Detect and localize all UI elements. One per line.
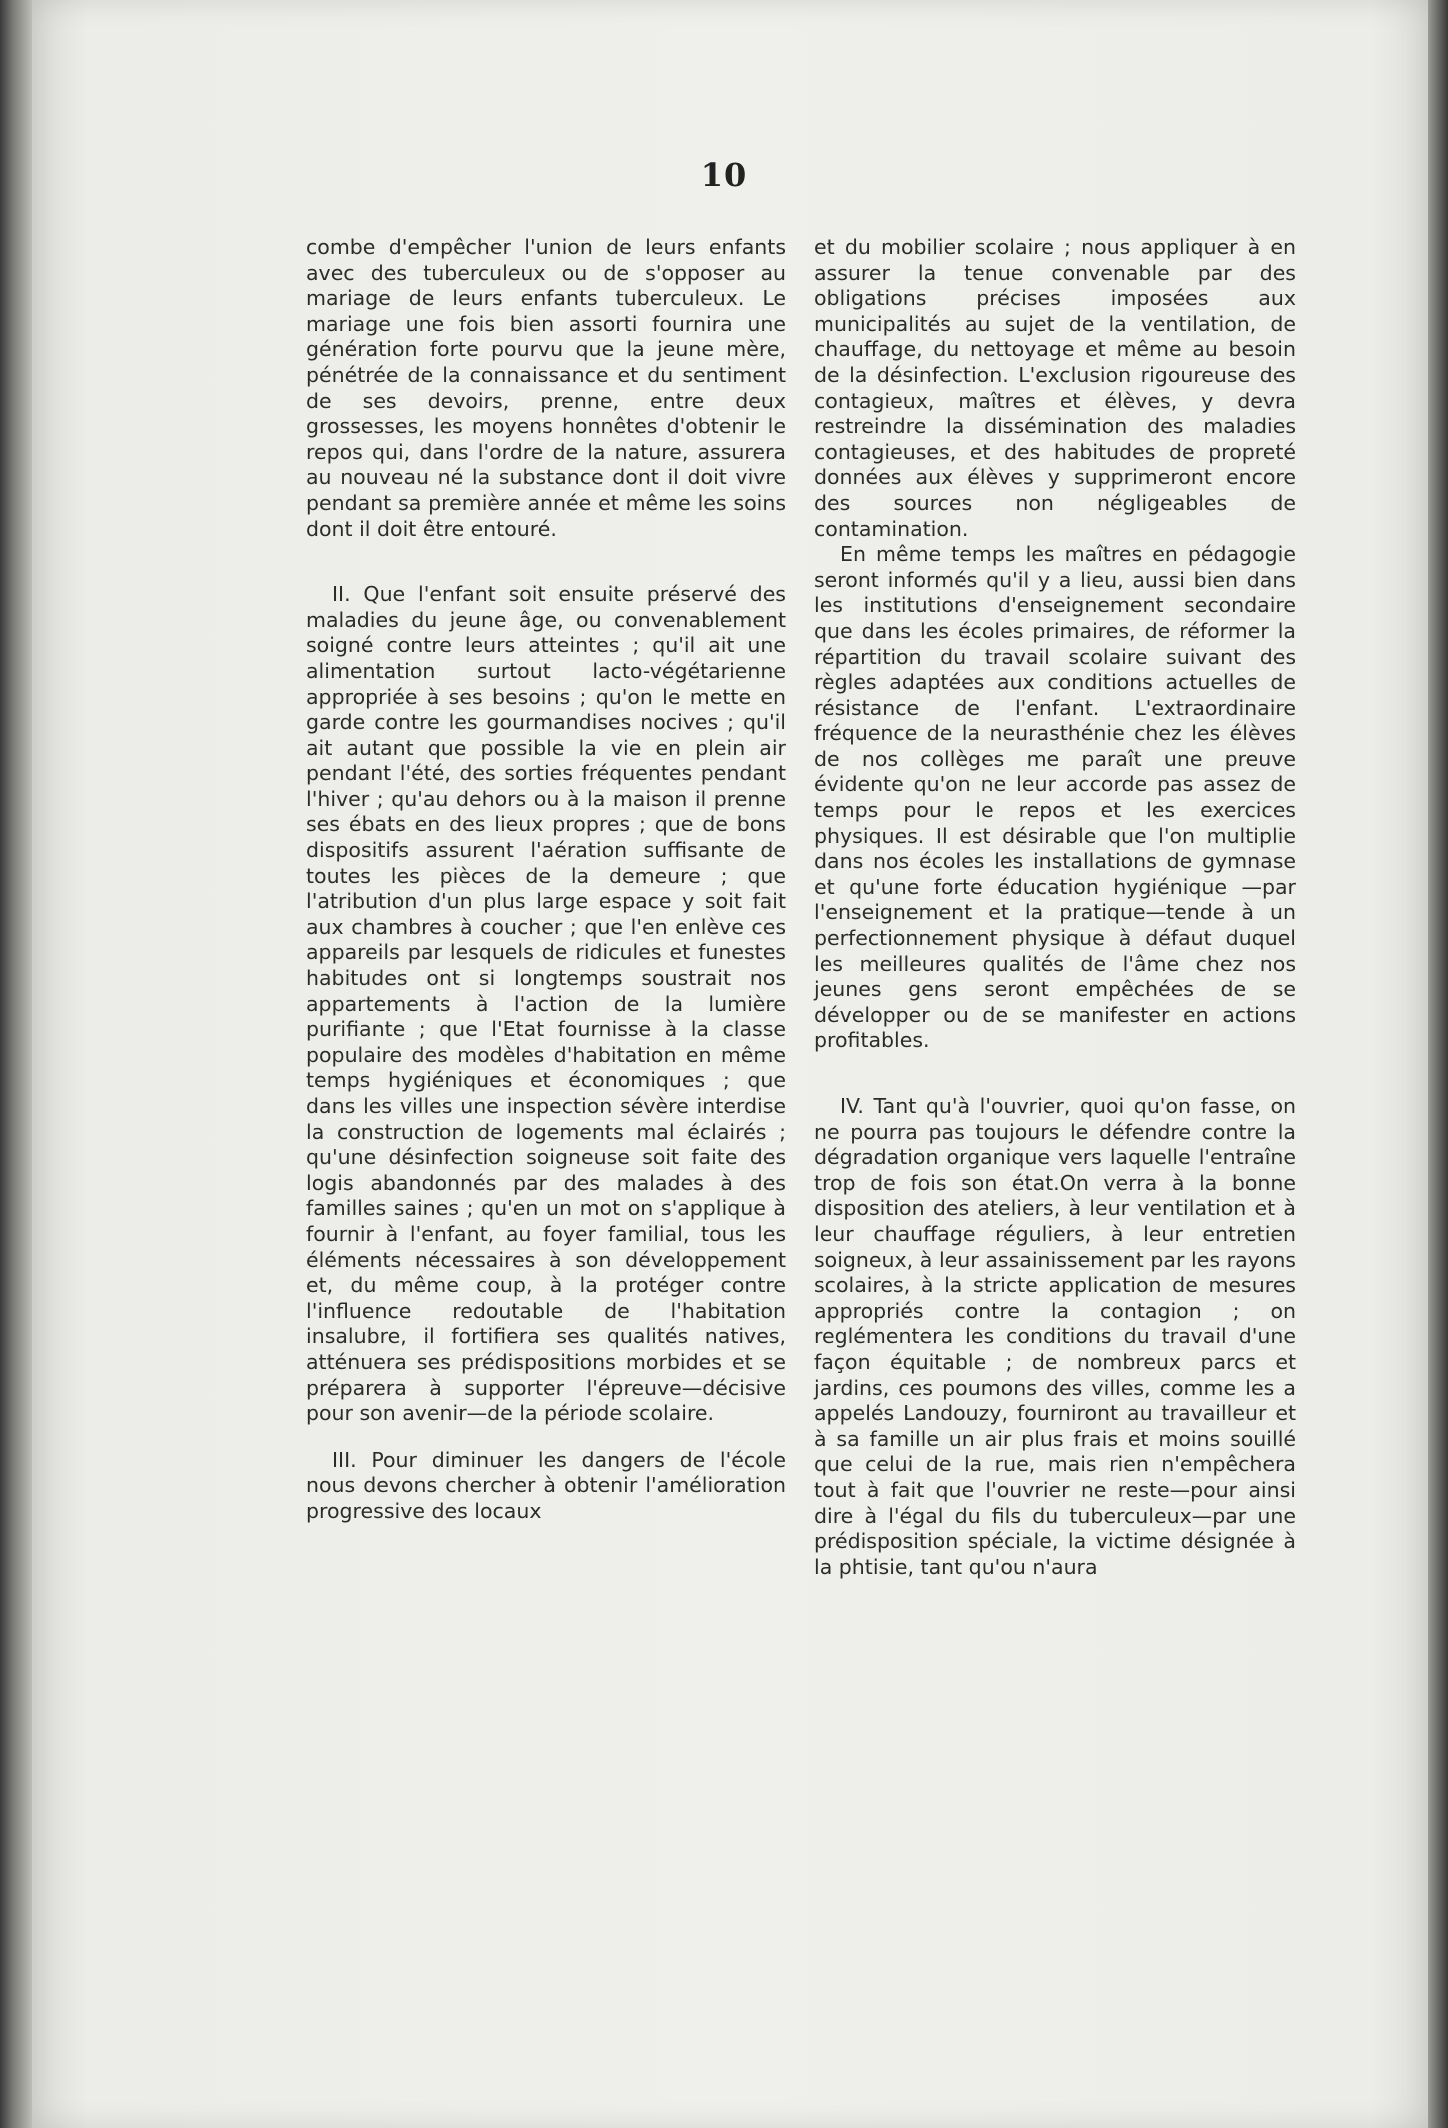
left-paragraph-1: combe d'empêcher l'union de leurs enfants avec des tuberculeux ou de s'opposer au mariage de leurs enfants tuberculeux. Le mariage une fois bien assorti fournira une génération forte pourvu que la jeune mère, pénétrée de la connaissance et du sentiment de ses devoirs, prenne, entre deux grossesses, les moyens honnêtes d'obtenir le repos qui, dans l'ordre de la nature, assurera au nouveau né la substance dont il doit vivre pendant sa première année et même les soins dont il doit être entouré. <box>306 235 786 541</box>
page-left-edge <box>0 0 32 2128</box>
left-column <box>306 235 786 1525</box>
right-paragraph-1: et du mobilier scolaire ; nous appliquer à en assurer la tenue convenable par des obligations précises imposées aux municipalités au sujet de la ventilation, de chauffage, du nettoyage et même au besoin de la désinfection. L'exclusion rigoureuse des contagieux, maîtres et élèves, y devra restreindre la dissémination des maladies contagieuses, et des habitudes de propreté données aux élèves y supprimeront encore des sources non négligeables de contamination. <box>814 235 1296 541</box>
left-paragraph-2-section-ii: II. Que l'enfant soit ensuite préservé des maladies du jeune âge, ou convenablement soigné contre leurs atteintes ; qu'il ait une alimentation surtout lacto-végétarienne appropriée à ses besoins ; qu'on le mette en garde contre les gourmandises nocives ; qu'il ait autant que possible la vie en plein air pendant l'été, des sorties fréquentes pendant l'hiver ; qu'au dehors ou à la maison il prenne ses ébats en des lieux propres ; que de bons dispositifs assurent l'aération suffisante de toutes les pièces de la demeure ; que l'atribution d'un plus large espace y soit fait aux chambres à coucher ; que l'en enlève ces appareils par lesquels de ridicules et funestes habitudes ont si longtemps soustrait nos appartements à l'action de la lumière purifiante ; que l'Etat fournisse à la classe populaire des modèles d'habitation en même temps hygiéniques et économiques ; que dans les villes une inspection sévère interdise la construction de logements mal éclairés ; qu'une désinfection soigneuse soit faite des logis abandonnés par des malades à des familles saines ; qu'en un mot on s'applique à fournir à l'enfant, au foyer familial, tous les éléments nécessaires à son développement et, du même coup, à la protéger contre l'influence redoutable de l'habitation insalubre, il fortifiera ses qualités natives, atténuera ses prédispositions morbides et se préparera à supporter l'épreuve—décisive pour son avenir—de la période scolaire. <box>306 582 786 1426</box>
page-right-edge <box>1428 0 1448 2128</box>
right-paragraph-2: En même temps les maîtres en pédagogie seront informés qu'il y a lieu, aussi bien dans les institutions d'enseignement secondaire que dans les écoles primaires, de réformer la répartition du travail scolaire suivant des règles adaptées aux conditions actuelles de résistance de l'enfant. L'extraordinaire fréquence de la neurasthénie chez les élèves de nos collèges me paraît une preuve évidente qu'on ne leur accorde pas assez de temps pour le repos et les exercices physiques. Il est désirable que l'on multiplie dans nos écoles les installations de gymnase et qu'une forte éducation hygiénique —par l'enseignement et la pratique—tende à un perfectionnement physique à défaut duquel les meilleures qualités de l'âme chez nos jeunes gens seront empêchées de se développer ou de se manifester en actions profitables. <box>814 542 1296 1053</box>
right-column <box>814 235 1296 1580</box>
right-paragraph-3-section-iv: IV. Tant qu'à l'ouvrier, quoi qu'on fasse, on ne pourra pas toujours le défendre contre la dégradation organique vers laquelle l'entraîne trop de fois son état.On verra à la bonne disposition des ateliers, à leur ventilation et à leur chauffage réguliers, à leur entretien soigneux, à leur assainissement par les rayons scolaires, à la stricte application de mesures appropriés contre la contagion ; on reglémentera les conditions du travail d'une façon équitable ; de nombreux parcs et jardins, ces poumons des villes, comme les a appelés Landouzy, fourniront au travailleur et à sa famille un air plus frais et moins souillé que celui de la rue, mais rien n'empêchera tout à fait que l'ouvrier ne reste—pour ainsi dire à l'égal du fils du tuberculeux—par une prédisposition spéciale, la victime désignée à la phtisie, tant qu'ou n'aura <box>814 1094 1296 1579</box>
page-number: 10 <box>700 156 748 194</box>
left-paragraph-3-section-iii: III. Pour diminuer les dangers de l'école nous devons chercher à obtenir l'amélioration progressive des locaux <box>306 1447 786 1523</box>
